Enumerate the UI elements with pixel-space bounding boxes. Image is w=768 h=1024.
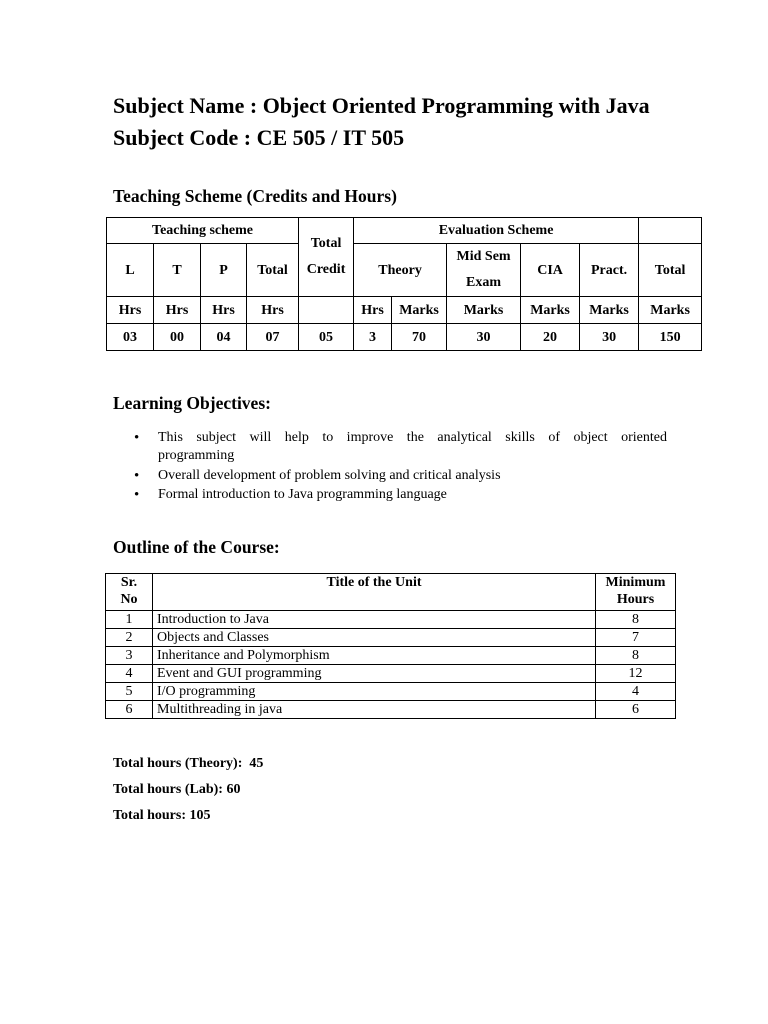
total-credit-line2: Credit <box>306 262 346 277</box>
col-total-header: Total <box>247 244 299 297</box>
col-grand-total-header: Total <box>639 244 702 297</box>
list-item <box>132 467 667 485</box>
sr-cell: 3 <box>106 647 153 665</box>
unit-title-header: Title of the Unit <box>153 574 596 611</box>
col-t-header: T <box>154 244 201 297</box>
value-cell: 20 <box>521 324 580 351</box>
value-cell: 05 <box>299 324 354 351</box>
value-cell: 3 <box>354 324 392 351</box>
total-hours: Total hours: 105 <box>113 808 211 823</box>
empty-group-cell <box>639 218 702 244</box>
objective-2: Overall development of problem solving and critical analysis <box>158 467 501 483</box>
unit-cell: Hrs <box>201 297 247 324</box>
unit-title-cell: Objects and Classes <box>153 629 596 647</box>
learning-objectives-heading: Learning Objectives: <box>113 393 271 413</box>
list-item <box>132 429 667 465</box>
value-cell: 04 <box>201 324 247 351</box>
unit-cell: Marks <box>521 297 580 324</box>
hours-cell: 6 <box>596 701 676 719</box>
scheme-group-row <box>107 218 702 244</box>
unit-title-cell: I/O programming <box>153 683 596 701</box>
table-row <box>106 683 676 701</box>
table-row <box>106 647 676 665</box>
value-cell: 03 <box>107 324 154 351</box>
unit-cell: Marks <box>580 297 639 324</box>
unit-title-cell: Inheritance and Polymorphism <box>153 647 596 665</box>
value-cell: 30 <box>447 324 521 351</box>
total-credit-header <box>299 218 354 297</box>
objective-1-line1: • This subject will help to improve the analytical skills of object oriented <box>158 430 667 445</box>
list-item <box>132 486 667 504</box>
table-row <box>106 701 676 719</box>
hours-cell: 4 <box>596 683 676 701</box>
hours-cell: 8 <box>596 647 676 665</box>
unit-cell: Hrs <box>154 297 201 324</box>
unit-cell: Marks <box>639 297 702 324</box>
scheme-header-row <box>107 244 702 297</box>
table-row <box>106 665 676 683</box>
hours-line2: Hours <box>616 592 655 607</box>
subject-name: Subject Name : Object Oriented Programming with Java <box>113 93 650 118</box>
sr-no-header <box>106 574 153 611</box>
value-cell: 00 <box>154 324 201 351</box>
teaching-scheme-table <box>106 217 702 351</box>
sr-cell: 1 <box>106 611 153 629</box>
minimum-hours-header <box>596 574 676 611</box>
hours-cell: 12 <box>596 665 676 683</box>
scheme-values-row <box>107 324 702 351</box>
objectives-list <box>132 429 667 506</box>
sr-line2: No <box>120 592 138 607</box>
unit-title-cell: Event and GUI programming <box>153 665 596 683</box>
value-cell: 70 <box>392 324 447 351</box>
total-hours-lab: Total hours (Lab): 60 <box>113 782 241 797</box>
outline-header-row <box>106 574 676 611</box>
unit-cell: Marks <box>447 297 521 324</box>
hours-line1: Minimum <box>605 575 666 590</box>
col-theory-header: Theory <box>354 244 447 297</box>
unit-cell: Hrs <box>247 297 299 324</box>
table-row <box>106 629 676 647</box>
table-row <box>106 611 676 629</box>
outline-heading: Outline of the Course: <box>113 537 280 557</box>
col-cia-header: CIA <box>521 244 580 297</box>
unit-cell <box>299 297 354 324</box>
unit-title-cell: Multithreading in java <box>153 701 596 719</box>
total-credit-line1: Total <box>310 236 342 251</box>
objective-3: Formal introduction to Java programming language <box>158 487 447 502</box>
sr-cell: 2 <box>106 629 153 647</box>
subject-code: Subject Code : CE 505 / IT 505 <box>113 125 405 150</box>
value-cell: 30 <box>580 324 639 351</box>
unit-cell: Marks <box>392 297 447 324</box>
objective-1-line2: programming <box>158 448 235 463</box>
col-l-header: L <box>107 244 154 297</box>
hours-cell: 7 <box>596 629 676 647</box>
midsem-line2: Exam <box>466 275 502 290</box>
evaluation-scheme-group: Evaluation Scheme <box>354 218 639 244</box>
sr-cell: 6 <box>106 701 153 719</box>
sr-cell: 4 <box>106 665 153 683</box>
total-hours-theory: Total hours (Theory): 45 <box>113 756 264 771</box>
col-pract-header: Pract. <box>580 244 639 297</box>
col-midsem-header <box>447 244 521 297</box>
midsem-line1: Mid Sem <box>456 249 511 264</box>
scheme-units-row <box>107 297 702 324</box>
hours-cell: 8 <box>596 611 676 629</box>
course-outline-table <box>105 573 676 719</box>
unit-title-cell: Introduction to Java <box>153 611 596 629</box>
sr-cell: 5 <box>106 683 153 701</box>
unit-cell: Hrs <box>107 297 154 324</box>
col-p-header: P <box>201 244 247 297</box>
unit-cell: Hrs <box>354 297 392 324</box>
value-cell: 150 <box>639 324 702 351</box>
teaching-scheme-group: Teaching scheme <box>107 218 299 244</box>
sr-line1: Sr. <box>120 575 138 590</box>
value-cell: 07 <box>247 324 299 351</box>
teaching-scheme-heading: Teaching Scheme (Credits and Hours) <box>113 186 397 206</box>
